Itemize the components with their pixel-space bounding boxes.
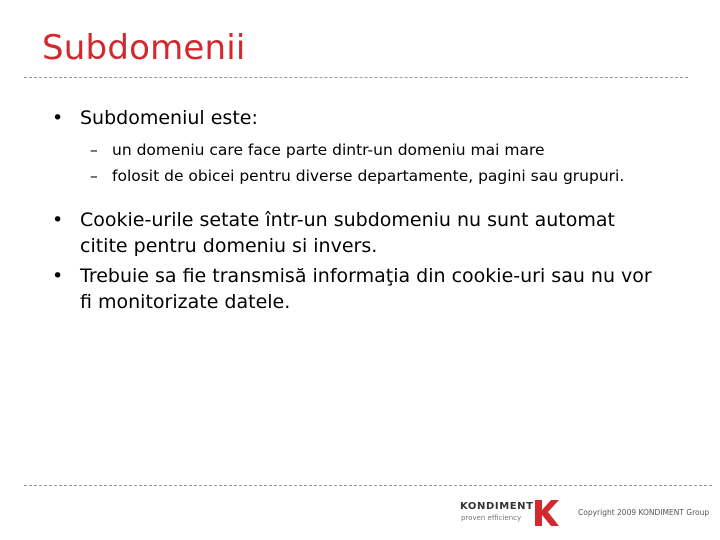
bullet-text: Cookie-urile setate într-un subdomeniu nu sunt automat citite pentru domeniu si invers. bbox=[80, 209, 615, 257]
slide-body bbox=[48, 105, 668, 315]
bullet-item bbox=[48, 263, 668, 315]
sub-bullet-list bbox=[80, 137, 668, 189]
dash-marker: – bbox=[90, 141, 98, 159]
bullet-text: Trebuie sa fie transmisă informaţia din cookie-uri sau nu vor fi monitorizate datele. bbox=[80, 265, 652, 313]
sub-bullet-item bbox=[80, 163, 668, 189]
bullet-list bbox=[48, 105, 668, 315]
k-logo-icon bbox=[532, 498, 560, 528]
slide-title: Subdomenii bbox=[42, 28, 246, 68]
bullet-marker: • bbox=[52, 209, 64, 231]
bullet-item bbox=[48, 207, 668, 259]
copyright-text: Copyright 2009 KONDIMENT Group bbox=[578, 508, 710, 517]
kondiment-logo bbox=[460, 498, 560, 528]
dash-marker: – bbox=[90, 167, 98, 185]
footer-divider bbox=[24, 485, 712, 486]
title-divider bbox=[24, 77, 688, 78]
sub-bullet-item bbox=[80, 137, 668, 163]
bullet-item bbox=[48, 105, 668, 189]
logo-tagline: proven efficiency bbox=[461, 514, 522, 522]
bullet-marker: • bbox=[52, 107, 64, 129]
logo-wordmark: KONDIMENT bbox=[460, 501, 534, 512]
sub-bullet-text: folosit de obicei pentru diverse departamente, pagini sau grupuri. bbox=[112, 167, 625, 185]
bullet-marker: • bbox=[52, 265, 64, 287]
bullet-text: Subdomeniul este: bbox=[80, 107, 258, 129]
sub-bullet-text: un domeniu care face parte dintr-un domeniu mai mare bbox=[112, 141, 545, 159]
